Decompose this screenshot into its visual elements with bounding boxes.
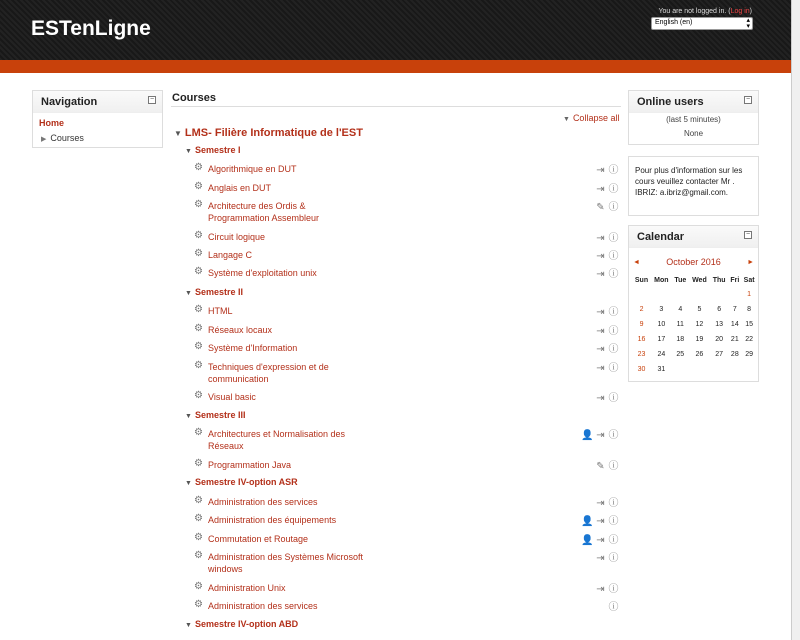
course-icon: ⚙ (194, 360, 203, 371)
calendar-day[interactable]: 28 (730, 351, 739, 358)
subcategory-label: Semestre IV-option ABD (194, 619, 299, 629)
navigation-block-title: Navigation (41, 96, 98, 108)
calendar-weekday: Thu (712, 276, 726, 284)
course-link[interactable]: Administration Unix (208, 583, 286, 593)
calendar-day[interactable]: 31 (657, 366, 666, 373)
select-arrows-icon: ▴ ▾ (746, 17, 750, 30)
self-enrol-icon[interactable]: ⇥ (596, 165, 605, 176)
self-enrol-icon[interactable]: ⇥ (596, 363, 605, 374)
calendar-empty-cell (672, 362, 689, 377)
online-users-list: None (683, 129, 704, 138)
course-icons (594, 161, 620, 176)
navigation-block (32, 90, 163, 148)
calendar-weekday-row (632, 273, 757, 287)
course-icon: ⚙ (194, 181, 203, 192)
subcategory-arrow-icon: ▼ (185, 413, 192, 420)
self-enrol-icon[interactable]: ⇥ (596, 233, 605, 244)
course-icon: ⚙ (194, 550, 203, 561)
course-icon: ⚙ (194, 581, 203, 592)
calendar-day[interactable]: 24 (657, 351, 666, 358)
calendar-weekday: Sat (743, 276, 755, 284)
page-header (0, 0, 800, 60)
course-icons (607, 598, 620, 613)
course-icon: ⚙ (194, 390, 203, 401)
course-icon: ⚙ (194, 599, 203, 610)
course-icons (594, 580, 620, 595)
info-icon[interactable]: ⓘ (608, 344, 619, 355)
subcategory-arrow-icon: ▼ (185, 622, 192, 629)
course-link[interactable]: Administration des Systèmes Microsoft windows (208, 552, 364, 574)
course-icons (594, 359, 620, 374)
course-icon: ⚙ (194, 341, 203, 352)
info-icon[interactable]: ⓘ (608, 535, 619, 546)
self-enrol-icon[interactable]: ⇥ (596, 251, 605, 262)
course-icons (581, 426, 620, 441)
course-icon: ⚙ (194, 532, 203, 543)
course-icon: ⚙ (194, 199, 203, 210)
course-link[interactable]: Algorithmique en DUT (208, 164, 297, 174)
calendar-week-row (632, 362, 757, 377)
info-text: Pour plus d'information sur les cours veuillez contacter Mr . IBRIZ: a.ibriz@gmail.com. (635, 166, 743, 197)
calendar-empty-cell (672, 287, 689, 302)
login-link[interactable]: Log in (730, 8, 750, 15)
site-name[interactable]: ESTenLigne (31, 17, 151, 40)
calendar-empty-cell (710, 287, 728, 302)
course-link[interactable]: Administration des équipements (208, 515, 337, 525)
calendar-empty-cell (728, 362, 741, 377)
calendar-day[interactable]: 14 (730, 321, 739, 328)
subcategory-arrow-icon: ▼ (185, 480, 192, 487)
subcategory-arrow-icon: ▼ (185, 148, 192, 155)
calendar-day[interactable]: 25 (676, 351, 685, 358)
info-block (628, 156, 759, 216)
course-icons (594, 389, 620, 404)
calendar-day[interactable]: 4 (678, 306, 683, 313)
subcategory-label: Semestre II (194, 287, 243, 297)
calendar-day[interactable]: 11 (676, 321, 684, 328)
subcategory-semestre-1[interactable] (185, 145, 240, 155)
category-label: LMS- Filière Informatique de l'EST (184, 127, 363, 139)
course-icons (594, 303, 620, 318)
self-enrol-icon[interactable]: ⇥ (596, 535, 605, 546)
calendar-block (628, 225, 759, 382)
info-icon[interactable]: ⓘ (608, 553, 619, 564)
course-link[interactable]: Anglais en DUT (208, 183, 272, 193)
calendar-empty-cell (632, 287, 651, 302)
calendar-weekday: Sun (634, 276, 649, 284)
title-divider (171, 106, 621, 107)
info-icon[interactable]: ⓘ (608, 584, 619, 595)
category-arrow-icon: ▼ (174, 129, 182, 138)
self-enrol-icon[interactable]: ⇥ (596, 516, 605, 527)
info-icon[interactable]: ⓘ (608, 461, 619, 472)
online-users-title: Online users (637, 96, 704, 108)
course-icons (594, 457, 620, 472)
calendar-week-row (632, 332, 757, 347)
calendar-day[interactable]: 19 (695, 336, 704, 343)
calendar-day[interactable]: 9 (639, 321, 644, 328)
info-icon[interactable]: ⓘ (608, 516, 619, 527)
calendar-day[interactable]: 1 (747, 291, 752, 298)
info-icon[interactable]: ⓘ (608, 363, 619, 374)
login-info (658, 8, 752, 15)
course-icon: ⚙ (194, 495, 203, 506)
info-icon[interactable]: ⓘ (608, 269, 619, 280)
calendar-day[interactable]: 13 (715, 321, 724, 328)
calendar-week-row (632, 317, 757, 332)
nav-courses-label: Courses (50, 133, 84, 143)
calendar-day[interactable]: 17 (657, 336, 666, 343)
calendar-title: Calendar (637, 231, 685, 243)
nav-courses-link[interactable] (41, 133, 84, 143)
calendar-day[interactable]: 7 (732, 306, 737, 313)
course-icons (581, 531, 620, 546)
nav-home-link[interactable]: Home (39, 118, 65, 128)
course-icons (594, 322, 620, 337)
course-link[interactable]: Programmation Java (208, 460, 292, 470)
info-icon[interactable]: ⓘ (608, 326, 619, 337)
calendar-week-row (632, 287, 757, 302)
calendar-day[interactable]: 22 (745, 336, 754, 343)
login-close: ) (749, 8, 752, 15)
category-title[interactable] (174, 127, 363, 139)
calendar-day[interactable]: 2 (639, 306, 644, 313)
course-link[interactable]: HTML (208, 306, 233, 316)
course-link[interactable]: Commutation et Routage (208, 534, 309, 544)
subcategory-label: Semestre I (194, 145, 241, 155)
course-icons (594, 247, 620, 262)
calendar-empty-cell (689, 362, 710, 377)
course-icons (594, 198, 620, 213)
subcategory-semestre-4-abd[interactable] (185, 619, 298, 629)
info-icon[interactable]: ⓘ (608, 165, 619, 176)
self-enrol-icon[interactable]: ⇥ (596, 326, 605, 337)
scrollbar[interactable] (791, 0, 800, 640)
subcategory-arrow-icon: ▼ (185, 290, 192, 297)
online-users-block-header (629, 91, 758, 113)
course-icons (594, 340, 620, 355)
course-link[interactable]: Réseaux locaux (208, 325, 273, 335)
calendar-weekday: Fri (730, 276, 740, 284)
self-enrol-icon[interactable]: ⇥ (596, 393, 605, 404)
guest-access-icon[interactable]: ✎ (596, 202, 605, 213)
calendar-day[interactable]: 18 (676, 336, 685, 343)
course-icon: ⚙ (194, 230, 203, 241)
course-icons (594, 265, 620, 280)
calendar-empty-cell (710, 362, 728, 377)
calendar-day[interactable]: 26 (695, 351, 704, 358)
calendar-day[interactable]: 30 (637, 366, 646, 373)
subcategory-semestre-3[interactable] (185, 410, 245, 420)
self-enrol-icon[interactable]: ⇥ (596, 498, 605, 509)
calendar-day[interactable]: 8 (747, 306, 752, 313)
calendar-day[interactable]: 29 (745, 351, 754, 358)
course-link[interactable]: Système d'Information (208, 343, 298, 353)
calendar-day[interactable]: 12 (695, 321, 704, 328)
self-enrol-icon[interactable]: ⇥ (596, 430, 605, 441)
subcategory-semestre-2[interactable] (185, 287, 243, 297)
course-icon: ⚙ (194, 248, 203, 259)
self-enrol-icon[interactable]: ⇥ (596, 553, 605, 564)
course-link[interactable]: Langage C (208, 250, 253, 260)
course-link[interactable]: Circuit logique (208, 232, 266, 242)
course-icon: ⚙ (194, 323, 203, 334)
info-icon[interactable]: ⓘ (608, 307, 619, 318)
collapse-block-icon[interactable]: − (745, 96, 751, 103)
course-link[interactable]: Architecture des Ordis & Programmation Assembleur (208, 201, 320, 223)
course-icons (594, 180, 620, 195)
calendar-month[interactable]: October 2016 (666, 257, 721, 267)
navigation-block-header (33, 91, 162, 113)
course-icon: ⚙ (194, 458, 203, 469)
info-icon[interactable]: ⓘ (608, 393, 619, 404)
info-icon[interactable]: ⓘ (608, 430, 619, 441)
collapse-all-label: Collapse all (572, 113, 620, 123)
calendar-day[interactable]: 15 (745, 321, 754, 328)
language-value: English (en) (655, 19, 693, 26)
teacher-icon[interactable]: 👤 (581, 516, 594, 527)
calendar-days (632, 287, 757, 377)
calendar-weekday: Tue (674, 276, 687, 284)
calendar-day[interactable]: 20 (715, 336, 724, 343)
self-enrol-icon[interactable]: ⇥ (596, 584, 605, 595)
calendar-day[interactable]: 21 (730, 336, 739, 343)
calendar-empty-cell (651, 287, 672, 302)
calendar-empty-cell (741, 362, 757, 377)
info-icon[interactable]: ⓘ (608, 251, 619, 262)
course-link[interactable]: Architectures et Normalisation des Réseaux (208, 429, 346, 451)
subcategory-label: Semestre III (194, 410, 246, 420)
self-enrol-icon[interactable]: ⇥ (596, 184, 605, 195)
course-icons (594, 229, 620, 244)
previous-month-arrow-icon[interactable]: ◄ (633, 259, 640, 266)
calendar-empty-cell (689, 287, 710, 302)
course-icons (594, 494, 620, 509)
info-icon[interactable]: ⓘ (608, 498, 619, 509)
course-icon: ⚙ (194, 162, 203, 173)
course-link[interactable]: Administration des services (208, 497, 318, 507)
collapse-arrow-icon: ▼ (563, 116, 570, 123)
course-icon: ⚙ (194, 427, 203, 438)
online-users-period: (last 5 minutes) (666, 115, 721, 124)
calendar-day[interactable]: 5 (697, 306, 702, 313)
teacher-icon[interactable]: 👤 (581, 535, 594, 546)
subcategory-semestre-4-asr[interactable] (185, 477, 298, 487)
info-icon[interactable]: ⓘ (608, 184, 619, 195)
calendar-day[interactable]: 3 (659, 306, 664, 313)
calendar-day[interactable]: 23 (637, 351, 646, 358)
collapse-block-icon[interactable]: − (745, 231, 751, 238)
calendar-day[interactable]: 10 (657, 321, 666, 328)
course-icon: ⚙ (194, 304, 203, 315)
course-link[interactable]: Système d'exploitation unix (208, 268, 317, 278)
expand-arrow-icon: ▶ (41, 136, 47, 143)
course-link[interactable]: Visual basic (208, 392, 256, 402)
course-link[interactable]: Techniques d'expression et de communication (208, 362, 329, 384)
calendar-day[interactable]: 6 (717, 306, 722, 313)
info-icon[interactable]: ⓘ (608, 202, 619, 213)
teacher-icon[interactable]: 👤 (581, 430, 594, 441)
accent-bar (0, 60, 800, 73)
info-icon[interactable]: ⓘ (608, 233, 619, 244)
calendar-day[interactable]: 27 (715, 351, 724, 358)
course-icons (581, 512, 620, 527)
calendar-empty-cell (728, 287, 741, 302)
collapse-block-icon[interactable]: − (149, 96, 155, 103)
self-enrol-icon[interactable]: ⇥ (596, 344, 605, 355)
info-icon[interactable]: ⓘ (608, 602, 619, 613)
calendar-weekday: Wed (692, 276, 707, 284)
collapse-all-link[interactable] (563, 113, 619, 123)
calendar-weekday: Mon (654, 276, 669, 284)
page-title: Courses (172, 92, 217, 104)
login-text: You are not logged in. ( (658, 8, 731, 15)
guest-access-icon[interactable]: ✎ (596, 461, 605, 472)
language-select[interactable] (651, 17, 753, 30)
course-icon: ⚙ (194, 266, 203, 277)
calendar-day[interactable]: 16 (637, 336, 646, 343)
calendar-grid (632, 273, 757, 377)
course-icons (594, 549, 620, 564)
course-link[interactable]: Administration des services (208, 601, 318, 611)
calendar-week-row (632, 347, 757, 362)
next-month-arrow-icon[interactable]: ► (747, 259, 754, 266)
calendar-block-header (629, 226, 758, 248)
calendar-week-row (632, 302, 757, 317)
online-users-block (628, 90, 759, 145)
course-icon: ⚙ (194, 513, 203, 524)
self-enrol-icon[interactable]: ⇥ (596, 307, 605, 318)
subcategory-label: Semestre IV-option ASR (194, 477, 298, 487)
self-enrol-icon[interactable]: ⇥ (596, 269, 605, 280)
